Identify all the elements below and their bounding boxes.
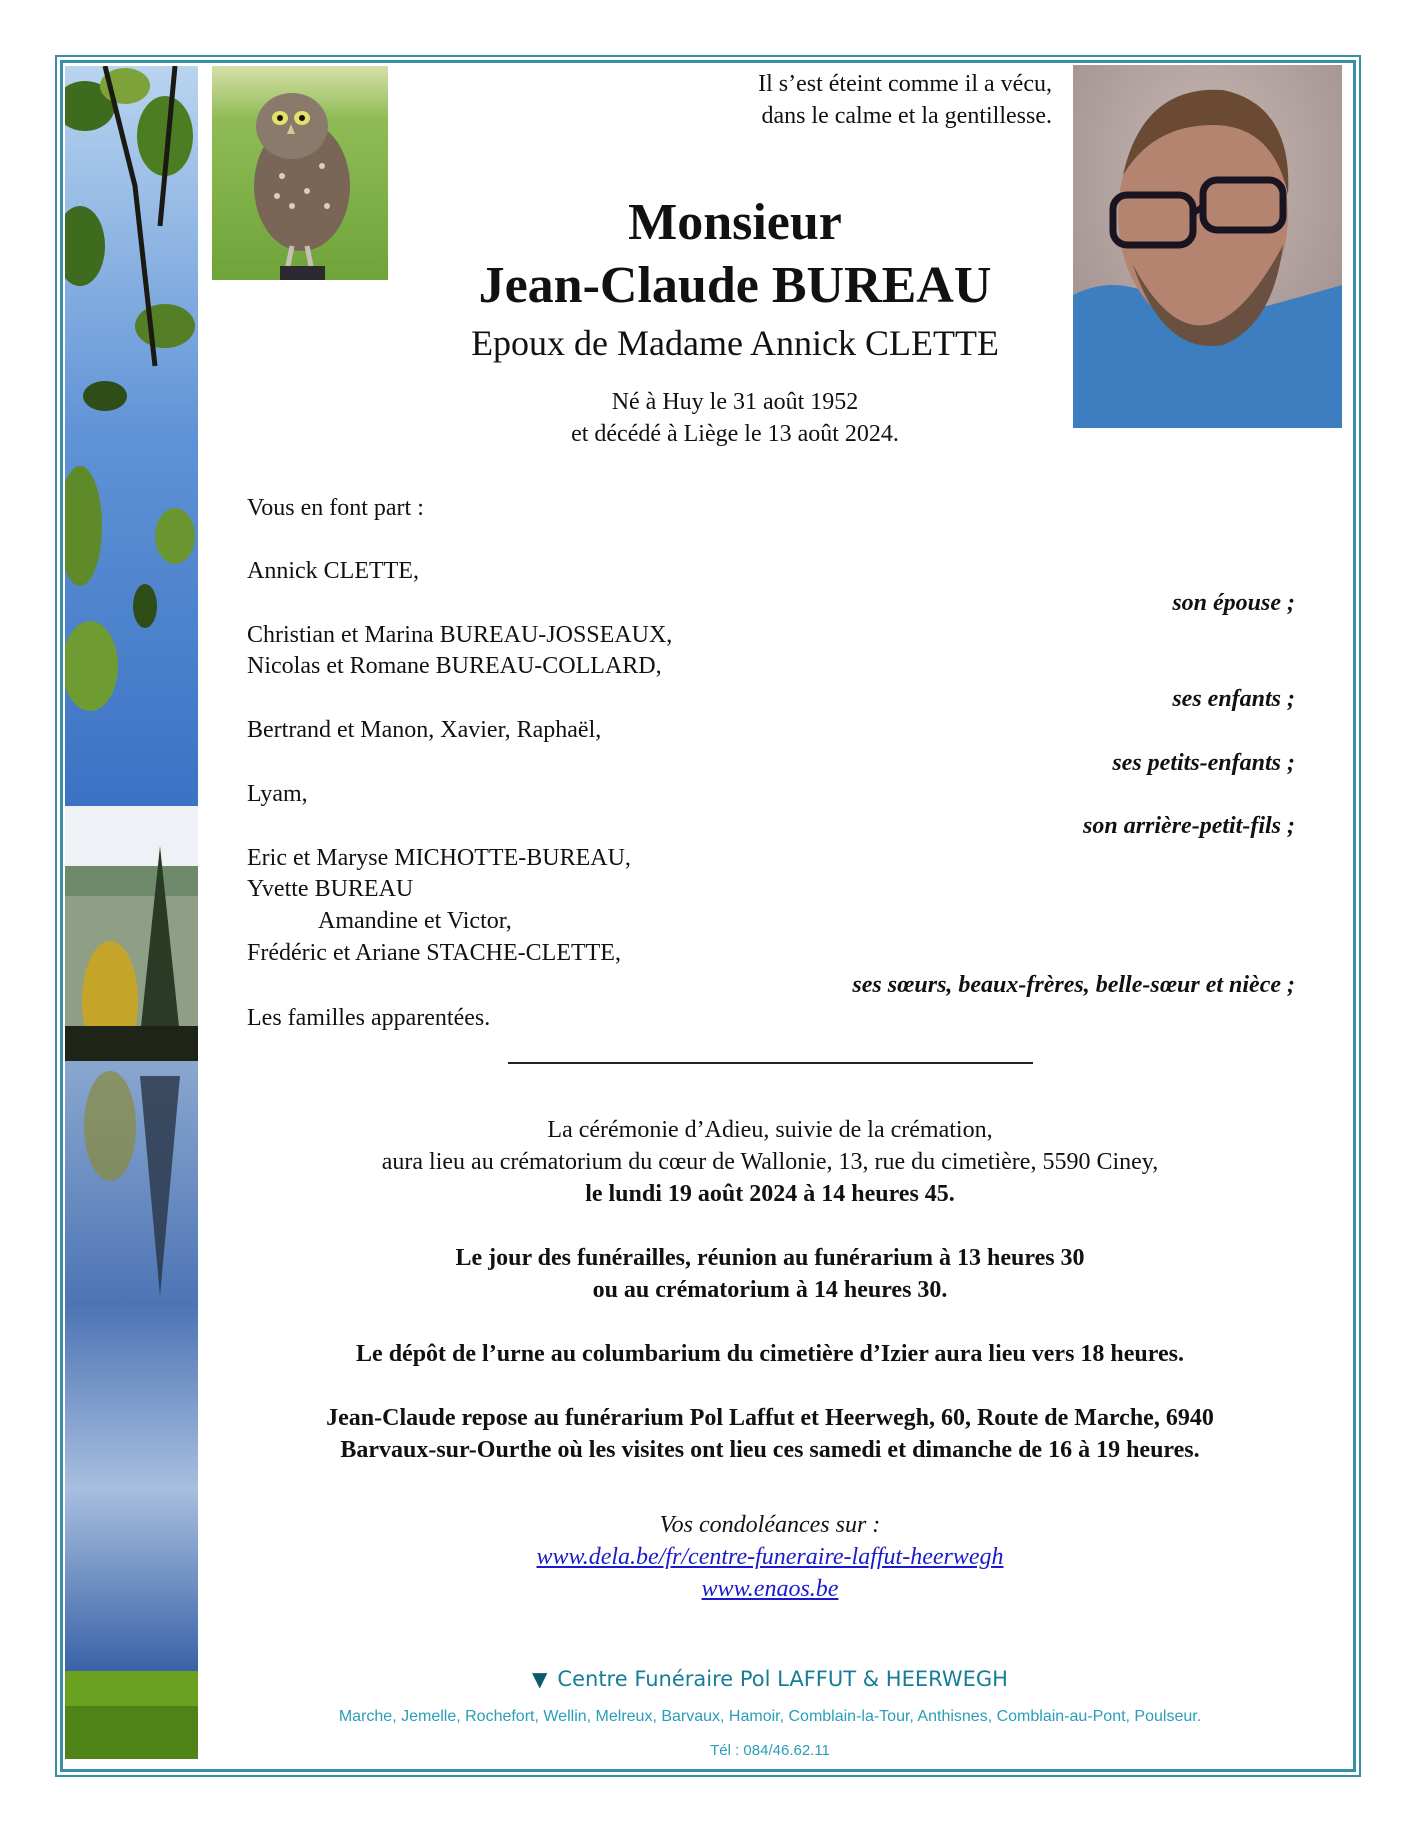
relation-role: ses sœurs, beaux-frères, belle-sœur et nièce ; bbox=[852, 972, 1295, 998]
urn-deposit-line: Le dépôt de l’urne au columbarium du cimetière d’Izier aura lieu vers 18 heures. bbox=[356, 1341, 1184, 1367]
spouse-line: Epoux de Madame Annick CLETTE bbox=[471, 323, 999, 363]
birth-death-dates bbox=[240, 386, 1230, 450]
meeting-line: ou au crématorium à 14 heures 30. bbox=[592, 1277, 948, 1303]
triangle-down-icon: ▼ bbox=[532, 1667, 548, 1691]
deceased-name: Jean-Claude BUREAU bbox=[478, 257, 992, 314]
funeral-home-towns: Marche, Jemelle, Rochefort, Wellin, Melreux, Barvaux, Hamoir, Comblain-la-Tour, Anthisnes, Comblain-au-Pont, Poulseur. bbox=[338, 1708, 1202, 1725]
relation-role: son arrière-petit-fils ; bbox=[1083, 813, 1295, 839]
family-member: Les familles apparentées. bbox=[247, 1005, 491, 1031]
family-intro: Vous en font part : bbox=[247, 495, 424, 521]
ceremony-line: La cérémonie d’Adieu, suivie de la crémation, bbox=[547, 1117, 993, 1143]
quote-line-1: Il s’est éteint comme il a vécu, bbox=[758, 71, 1052, 97]
family-member: Lyam, bbox=[247, 781, 308, 807]
meeting-line: Le jour des funérailles, réunion au funérarium à 13 heures 30 bbox=[455, 1245, 1085, 1271]
quote-line-2: dans le calme et la gentillesse. bbox=[761, 103, 1052, 129]
landscape-strip-image bbox=[65, 66, 198, 1759]
condolences-link-row bbox=[240, 1541, 1300, 1573]
section-divider bbox=[508, 1062, 1033, 1064]
relation-role: ses petits-enfants ; bbox=[1112, 750, 1295, 776]
family-member: Yvette BUREAU bbox=[247, 876, 414, 902]
ceremony-date: le lundi 19 août 2024 à 14 heures 45. bbox=[585, 1181, 955, 1207]
epitaph-quote bbox=[758, 68, 1052, 132]
family-member: Frédéric et Ariane STACHE-CLETTE, bbox=[247, 940, 621, 966]
family-member: Nicolas et Romane BUREAU-COLLARD, bbox=[247, 653, 662, 679]
condolences-link-row bbox=[240, 1573, 1300, 1605]
family-member: Christian et Marina BUREAU-JOSSEAUX, bbox=[247, 622, 673, 648]
family-member: Eric et Maryse MICHOTTE-BUREAU, bbox=[247, 845, 631, 871]
ceremony-address: aura lieu au crématorium du cœur de Wallonie, 13, rue du cimetière, 5590 Ciney, bbox=[381, 1149, 1159, 1175]
condolences-label: Vos condoléances sur : bbox=[659, 1512, 881, 1538]
death-line: et décédé à Liège le 13 août 2024. bbox=[571, 421, 899, 447]
funeral-home-title bbox=[240, 1664, 1300, 1694]
family-member: Annick CLETTE, bbox=[247, 558, 419, 584]
family-member: Bertrand et Manon, Xavier, Raphaël, bbox=[247, 717, 602, 743]
visitation-line: Barvaux-sur-Ourthe où les visites ont lieu ces samedi et dimanche de 16 à 19 heures. bbox=[340, 1437, 1200, 1463]
family-member: Amandine et Victor, bbox=[318, 908, 512, 934]
dela-link[interactable]: www.dela.be/fr/centre-funeraire-laffut-heerwegh bbox=[536, 1544, 1004, 1570]
funeral-home-phone: Tél : 084/46.62.11 bbox=[710, 1742, 830, 1759]
enaos-link[interactable]: www.enaos.be bbox=[701, 1576, 839, 1602]
relation-role: son épouse ; bbox=[1172, 590, 1295, 616]
birth-line: Né à Huy le 31 août 1952 bbox=[611, 389, 859, 415]
relation-role: ses enfants ; bbox=[1172, 686, 1295, 712]
funeral-home-name: Centre Funéraire Pol LAFFUT & HEERWEGH bbox=[557, 1667, 1008, 1691]
visitation-line: Jean-Claude repose au funérarium Pol Laffut et Heerwegh, 60, Route de Marche, 6940 bbox=[326, 1405, 1214, 1431]
title-honorific: Monsieur bbox=[628, 194, 842, 251]
